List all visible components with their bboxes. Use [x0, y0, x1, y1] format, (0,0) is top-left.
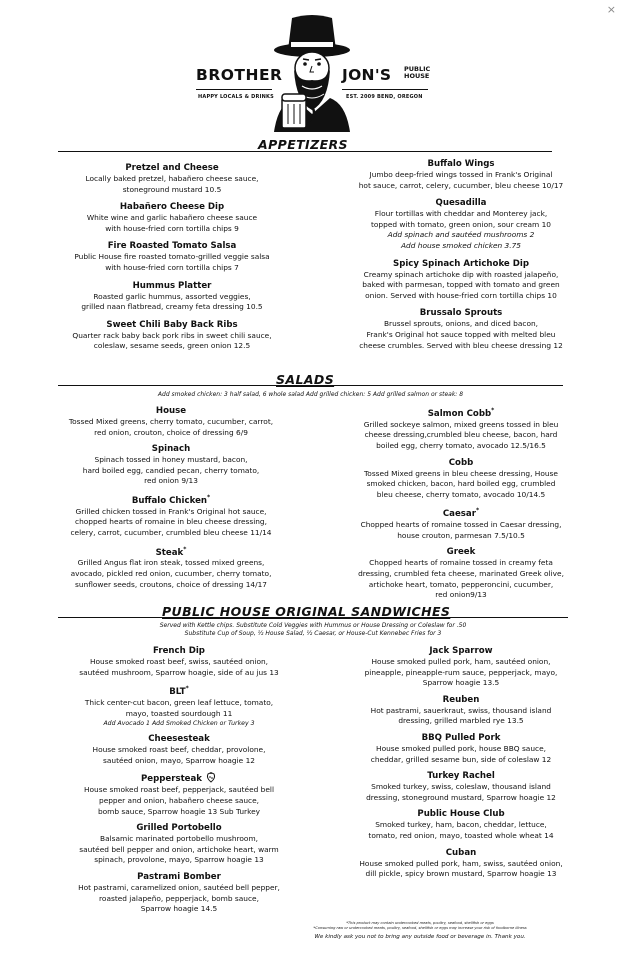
menu-item-name	[330, 847, 592, 859]
menu-item-name-text: Cuban	[445, 847, 477, 858]
menu-item-description-line: spinach, provolone, mayo, Sparrow hoagie 13	[94, 855, 264, 865]
sandwiches-right-column	[330, 645, 592, 880]
menu-item-brussalo-sprouts	[330, 307, 592, 351]
menu-item-name-text: Caesar	[442, 509, 476, 520]
menu-item-description-line: red onion, crouton, choice of dressing 6/9	[94, 427, 248, 437]
menu-item-name-text: Buffalo Chicken	[131, 495, 208, 506]
menu-item-name	[46, 822, 312, 834]
menu-item-name-text: Pastrami Bomber	[137, 871, 221, 882]
menu-item-description-line: Roasted garlic hummus, assorted veggies,	[93, 291, 251, 301]
menu-item-description-line: Public House fire roasted tomato-grilled veggie salsa	[74, 252, 270, 262]
menu-item-description-line: sautéed bell pepper and onion, artichoke heart, warm	[79, 844, 279, 854]
menu-item-description-line: Grilled sockeye salmon, mixed greens tossed in bleu	[363, 419, 559, 429]
brand-house-word: HOUSE	[404, 72, 430, 80]
menu-item-description-line: House smoked roast beef, pepperjack, sautéed bell	[83, 785, 275, 795]
menu-item-grilled-portobello	[46, 822, 312, 866]
menu-item-description-line: baked with parmesan, topped with tomato and green	[362, 280, 560, 290]
menu-item-description-line: Sparrow hoagie 13.5	[422, 678, 500, 688]
menu-item-description-line: house crouton, parmesan 7.5/10.5	[397, 530, 525, 540]
menu-item-name-text: French Dip	[153, 646, 205, 656]
menu-item-spinach	[36, 443, 306, 487]
menu-item-description-line: dressing, stoneground mustard, Sparrow hoagie 12	[366, 792, 556, 802]
menu-item-name	[330, 694, 592, 706]
menu-item-name-text: Brussalo Sprouts	[419, 308, 503, 319]
menu-item-description-line: Hot pastrami, caramelized onion, sautéed bell pepper,	[78, 882, 280, 892]
undercooked-marker: *	[475, 507, 480, 515]
menu-item-description-line: boiled egg, cherry tomato, avocado 12.5/16.5	[376, 441, 546, 451]
menu-item-description-line: Flour tortillas with cheddar and Monterey jack,	[374, 209, 548, 219]
menu-item-addon-line: Add house smoked chicken 3.75	[400, 240, 522, 250]
menu-item-salmon-cobb	[330, 405, 592, 452]
menu-item-description-line: bleu cheese, cherry tomato, avocado 10/14.5	[376, 489, 546, 499]
menu-item-name-text: Greek	[446, 547, 476, 558]
menu-item-name	[46, 683, 312, 698]
menu-item-cheesesteak	[46, 733, 312, 766]
menu-item-name-text: Cheesesteak	[148, 734, 210, 745]
menu-item-name-text: Public House Club	[417, 809, 505, 820]
menu-item-description-line: stoneground mustard 10.5	[122, 184, 222, 194]
menu-item-description-line: Smoked turkey, ham, bacon, cheddar, lettuce,	[375, 820, 547, 830]
menu-item-pastrami-bomber	[46, 871, 312, 915]
menu-item-description-line: Tossed Mixed greens, cherry tomato, cucumber, carrot,	[68, 417, 274, 426]
menu-item-description-line: cheddar, grilled sesame bun, side of coleslaw 12	[370, 754, 552, 764]
salads-left-column	[36, 405, 306, 590]
menu-item-description-line: House smoked roast beef, cheddar, provolone,	[92, 745, 266, 755]
menu-item-name	[36, 443, 306, 455]
menu-item-peppersteak	[46, 771, 312, 817]
menu-item-name	[46, 645, 312, 657]
menu-item-addon-line: Add spinach and sautéed mushrooms 2	[387, 230, 535, 240]
menu-item-description-line: tomato, red onion, mayo, toasted whole wheat 14	[368, 830, 554, 840]
menu-item-description-line: House smoked roast beef, swiss, sautéed onion,	[89, 657, 269, 666]
menu-item-description-line: Sparrow hoagie 14.5	[140, 904, 218, 914]
salads-heading: SALADS	[276, 372, 335, 387]
menu-item-name	[38, 319, 306, 331]
menu-item-name	[38, 162, 306, 174]
menu-item-buffalo-wings	[330, 158, 592, 191]
menu-item-name	[330, 645, 592, 657]
menu-item-description-line: Brussel sprouts, onions, and diced bacon,	[383, 319, 539, 329]
menu-item-description-line: smoked chicken, bacon, hard boiled egg, crumbled	[366, 479, 556, 489]
menu-item-name-text: BBQ Pulled Pork	[421, 732, 501, 743]
sandwiches-heading: PUBLIC HOUSE ORIGINAL SANDWICHES	[162, 604, 451, 619]
menu-item-description-line: dressing, grilled marbled rye 13.5	[398, 716, 524, 726]
menu-item-name-text: Jack Sparrow	[429, 646, 493, 656]
menu-item-quesadilla	[330, 197, 592, 251]
menu-item-description-line: red onion9/13	[435, 590, 487, 600]
menu-item-description-line: celery, carrot, cucumber, crumbled bleu cheese 11/14	[70, 528, 272, 538]
menu-item-name	[330, 197, 592, 209]
menu-item-description-line: Grilled chicken tossed in Frank's Original hot sauce,	[75, 506, 267, 516]
salads-addons-note: Add smoked chicken: 3 half salad, 6 whole salad Add grilled chicken: 5 Add grilled salmon or steak: 8	[157, 391, 464, 398]
spicy-pepper-icon	[205, 771, 217, 783]
menu-item-bbq-pulled-pork	[330, 732, 592, 765]
food-safety-notice	[250, 921, 590, 930]
menu-item-description-line: cheese crumbles. Served with bleu cheese dressing 12	[359, 340, 563, 350]
brand-public-word: PUBLIC	[404, 65, 431, 73]
menu-item-name	[330, 808, 592, 820]
menu-item-name-text: Sweet Chili Baby Back Ribs	[106, 319, 238, 330]
brand-divider-right	[342, 89, 428, 90]
menu-item-description-line: grilled naan flatbread, creamy feta dressing 10.5	[81, 302, 263, 312]
menu-item-spicy-spinach-artichoke-dip	[330, 258, 592, 302]
brand-divider-left	[196, 89, 272, 90]
menu-item-name	[330, 770, 592, 782]
menu-item-name	[38, 240, 306, 252]
menu-item-name	[36, 544, 306, 559]
menu-item-description-line: House smoked pulled pork, house BBQ sauce,	[376, 743, 546, 753]
menu-item-description-line: Quarter rack baby back pork ribs in sweet chili sauce,	[72, 330, 272, 340]
sandwiches-left-column	[46, 645, 312, 915]
menu-item-name-text: Spicy Spinach Artichoke Dip	[393, 258, 529, 269]
undercooked-marker: *	[207, 493, 211, 501]
menu-item-name-text: Steak	[155, 547, 184, 558]
menu-item-description-line: Hot pastrami, sauerkraut, swiss, thousand island	[370, 705, 552, 715]
menu-item-name	[46, 771, 312, 785]
menu-item-description-line: red onion 9/13	[144, 476, 198, 486]
menu-item-description-line: Frank's Original hot sauce topped with melted bleu	[366, 329, 556, 339]
menu-item-description-line: with house-fried corn tortilla chips 7	[105, 262, 239, 272]
menu-item-description-line: Tossed Mixed greens in bleu cheese dressing, House	[364, 468, 558, 478]
brand-name-left: BROTHER	[196, 66, 283, 84]
menu-item-name-text: Peppersteak	[140, 774, 203, 785]
menu-item-name-text: Turkey Rachel	[427, 771, 495, 782]
menu-item-name	[330, 158, 592, 170]
menu-item-pretzel-and-cheese	[38, 162, 306, 195]
menu-item-description-line: sautéed onion, mayo, Sparrow hoagie 12	[103, 755, 255, 765]
menu-item-name	[38, 201, 306, 213]
menu-item-blt	[46, 683, 312, 728]
sandwiches-sides-note: Served with Kettle chips. Substitute Cold Veggies with Hummus or House Dressing or Coleslaw for .50	[159, 622, 467, 629]
menu-item-name-text: Pretzel and Cheese	[125, 163, 219, 173]
menu-item-description-line: Creamy spinach artichoke dip with roasted jalapeño,	[363, 269, 559, 279]
outside-food-request: We kindly ask you not to bring any outside food or beverage in. Thank you.	[314, 934, 526, 940]
menu-item-name-text: House	[155, 406, 187, 416]
menu-item-description-line: Grilled Angus flat iron steak, tossed mixed greens,	[77, 558, 265, 568]
undercooked-marker: *	[185, 685, 189, 693]
salads-right-column	[330, 405, 592, 601]
undercooked-marker: *	[491, 407, 495, 414]
menu-item-description-line: Balsamic marinated portobello mushroom,	[100, 834, 258, 844]
menu-item-description-line: bomb sauce, Sparrow hoagie 13 Sub Turkey	[97, 806, 261, 816]
menu-item-name	[330, 732, 592, 744]
menu-item-name	[330, 457, 592, 469]
menu-item-turkey-rachel	[330, 770, 592, 803]
menu-item-description-line: Smoked turkey, swiss, coleslaw, thousand island	[371, 782, 551, 792]
menu-item-greek	[330, 546, 592, 600]
menu-item-hummus-platter	[38, 280, 306, 313]
brand-public-house	[404, 66, 430, 80]
menu-item-description-line: hard boiled egg, candied pecan, cherry tomato,	[82, 465, 260, 475]
menu-item-jack-sparrow	[330, 645, 592, 689]
menu-item-description-line: Locally baked pretzel, habañero cheese sauce,	[85, 174, 259, 183]
menu-item-caesar	[330, 505, 592, 541]
menu-item-name	[36, 492, 306, 507]
menu-item-description-line: dill pickle, spicy brown mustard, Sparrow hoagie 13	[365, 869, 557, 879]
menu-item-name	[46, 733, 312, 745]
brand-tagline-left: HAPPY LOCALS & DRINKS	[198, 94, 274, 100]
close-icon[interactable]: ×	[606, 3, 616, 16]
menu-item-name-text: Salmon Cobb	[427, 408, 492, 419]
menu-item-description-line: sunflower seeds, croutons, choice of dressing 14/17	[74, 579, 267, 589]
food-safety-line-1: *This product may contain undercooked meats, poultry, seafood, shellfish or eggs	[346, 921, 494, 925]
menu-item-steak	[36, 544, 306, 591]
food-safety-line-2: *Consuming raw or undercooked meats, poultry, seafood, shellfish or eggs may increase your risk of foodborne illness	[313, 925, 527, 930]
menu-item-description-line: pepper and onion, habañero cheese sauce,	[99, 796, 259, 806]
menu-item-cobb	[330, 457, 592, 501]
menu-item-name	[46, 871, 312, 883]
menu-item-description-line: Chopped hearts of romaine tossed in creamy feta	[369, 558, 553, 568]
menu-item-fire-roasted-tomato-salsa	[38, 240, 306, 273]
appetizers-left-column	[38, 162, 306, 352]
menu-item-description-line: Jumbo deep-fried wings tossed in Frank's Original	[369, 170, 553, 179]
menu-item-name-text: Cobb	[448, 457, 474, 468]
menu-item-name-text: Quesadilla	[435, 198, 487, 209]
menu-item-description-line: onion. Served with house-fried corn tortilla chips 10	[365, 290, 557, 300]
menu-item-name	[330, 405, 592, 420]
menu-item-description-line: avocado, pickled red onion, cucumber, cherry tomato,	[70, 569, 272, 579]
undercooked-marker: *	[183, 545, 187, 553]
menu-item-description-line: White wine and garlic habañero cheese sauce	[86, 213, 258, 223]
menu-item-name	[36, 405, 306, 417]
menu-item-haba-ero-cheese-dip	[38, 201, 306, 234]
menu-item-name-text: Spinach	[151, 444, 191, 455]
menu-item-description-line: cheese dressing,crumbled bleu cheese, bacon, hard	[364, 430, 558, 440]
menu-item-name	[38, 280, 306, 292]
menu-item-description-line: mayo, toasted sourdough 11	[125, 708, 233, 718]
menu-item-name-text: Fire Roasted Tomato Salsa	[107, 241, 237, 252]
menu-item-name	[330, 258, 592, 270]
menu-item-description-line: Spinach tossed in honey mustard, bacon,	[94, 455, 248, 465]
menu-item-addon-line: Add Avocado 1 Add Smoked Chicken or Turkey 3	[103, 720, 255, 728]
menu-item-description-line: House smoked pulled pork, ham, sautéed onion,	[371, 657, 551, 666]
menu-item-description-line: topped with tomato, green onion, sour cream 10	[371, 219, 551, 229]
menu-item-description-line: pineapple, pineapple-rum sauce, pepperjack, mayo,	[364, 667, 558, 677]
menu-item-description-line: sautéed mushroom, Sparrow hoagie, side of au jus 13	[79, 667, 279, 677]
menu-item-description-line: chopped hearts of romaine in bleu cheese dressing,	[75, 517, 267, 527]
menu-item-buffalo-chicken	[36, 492, 306, 539]
menu-item-description-line: coleslaw, sesame seeds, green onion 12.5	[93, 341, 251, 351]
menu-item-name	[330, 546, 592, 558]
menu-item-description-line: Thick center-cut bacon, green leaf lettuce, tomato,	[84, 698, 274, 708]
menu-item-description-line: with house-fried corn tortilla chips 9	[105, 223, 239, 233]
menu-item-french-dip	[46, 645, 312, 678]
menu-item-name-text: Grilled Portobello	[136, 823, 222, 834]
menu-item-cuban	[330, 847, 592, 880]
menu-item-house	[36, 405, 306, 438]
menu-item-name-text: Reuben	[442, 694, 480, 705]
menu-item-description-line: roasted jalapeño, pepperjack, bomb sauce,	[99, 893, 259, 903]
menu-item-name-text: Buffalo Wings	[427, 159, 495, 169]
menu-item-description-line: dressing, crumbled feta cheese, marinated Greek olive,	[358, 569, 564, 579]
menu-item-sweet-chili-baby-back-ribs	[38, 319, 306, 352]
menu-item-description-line: hot sauce, carrot, celery, cucumber, bleu cheese 10/17	[358, 180, 564, 190]
menu-item-name	[330, 505, 592, 520]
brand-logo	[196, 14, 431, 132]
appetizers-right-column	[330, 158, 592, 351]
menu-item-name-text: BLT	[169, 687, 186, 698]
menu-item-name	[330, 307, 592, 319]
menu-item-description-line: artichoke heart, tomato, pepperoncini, cucumber,	[368, 579, 554, 589]
menu-item-description-line: Chopped hearts of romaine tossed in Caesar dressing,	[360, 520, 562, 530]
menu-item-description-line: House smoked pulled pork, ham, swiss, sautéed onion,	[359, 858, 563, 868]
appetizers-heading: APPETIZERS	[258, 137, 348, 152]
menu-item-name-text: Hummus Platter	[132, 280, 212, 291]
menu-item-reuben	[330, 694, 592, 727]
menu-item-public-house-club	[330, 808, 592, 841]
brand-name-right: JON'S	[342, 66, 392, 84]
brand-tagline-right: EST. 2009 BEND, OREGON	[346, 94, 423, 100]
menu-item-name-text: Habañero Cheese Dip	[119, 202, 225, 213]
sandwiches-substitute-note: Substitute Cup of Soup, ½ House Salad, ½ Caesar, or House-Cut Kennebec Fries for 3	[184, 630, 442, 637]
